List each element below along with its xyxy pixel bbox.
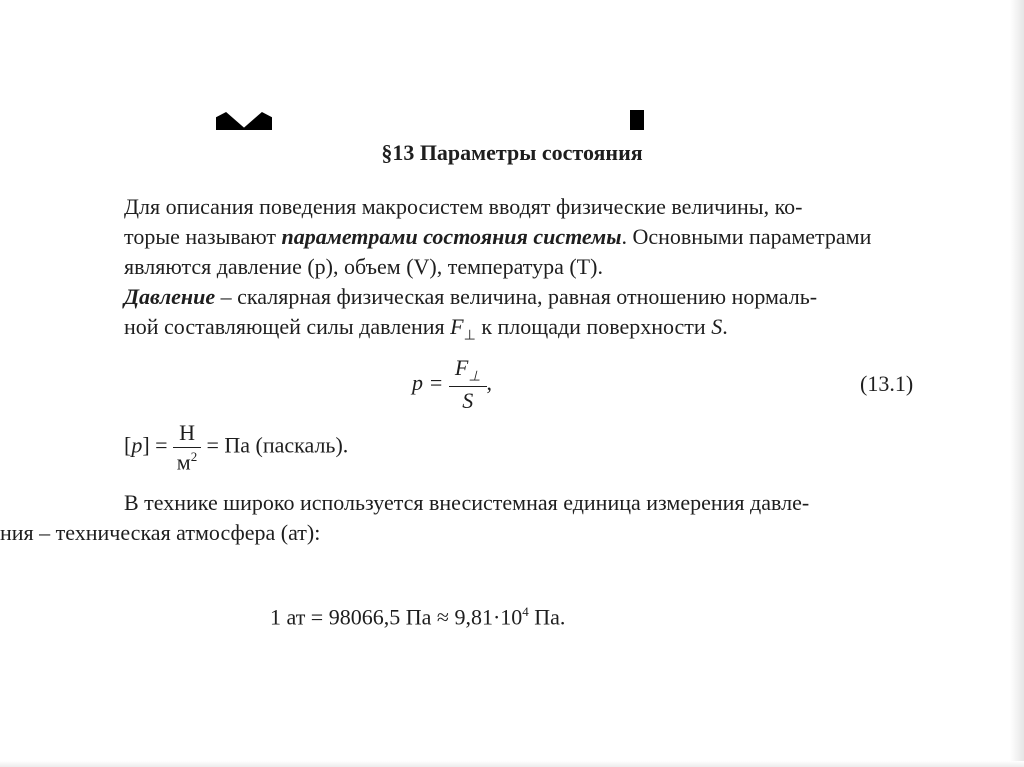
fraction: [449, 355, 487, 414]
formula-unit: [124, 420, 348, 475]
symbol-perp: ⊥: [463, 328, 476, 344]
formula-lhs: p =: [412, 369, 444, 395]
formula-text: 1 ат = 98066,5 Па ≈ 9,81·10: [270, 604, 523, 630]
fraction-denominator: S: [462, 388, 474, 414]
fraction-numerator: Н: [173, 420, 201, 448]
text-line: [124, 312, 930, 342]
text-run: – скалярная физическая величина, равная отношению нормаль-: [215, 284, 818, 309]
fraction-denominator: [173, 448, 201, 475]
text-line: В технике широко используется внесистемная единица измерения давле-: [124, 490, 810, 515]
symbol-area: S: [711, 314, 723, 339]
formula-rhs: = Па (паскаль).: [206, 432, 349, 458]
formula-pressure: [412, 355, 492, 414]
text-line: Для описания поведения макросистем вводят физические величины, ко-: [124, 194, 803, 219]
formula-tail: ,: [486, 369, 493, 395]
formula-lhs: [p] =: [124, 432, 168, 458]
text-line: [124, 282, 930, 312]
obscured-title-glyph: [630, 110, 644, 130]
numerator-subscript: ⊥: [468, 369, 481, 385]
text-line: [124, 222, 930, 252]
text-run: торые называют: [124, 224, 282, 249]
paragraph-parameters-cont: [124, 222, 930, 282]
text-run: ной составляющей силы давления: [124, 314, 451, 339]
formula-text: Па.: [528, 604, 566, 630]
denominator-unit: м: [176, 449, 191, 475]
slide-edge-shadow: [0, 761, 1024, 767]
text-line: ния – техническая атмосфера (ат):: [0, 520, 321, 545]
section-heading: §13 Параметры состояния: [381, 140, 643, 165]
slide-edge-shadow: [1010, 0, 1024, 767]
obscured-slide-title: [212, 104, 662, 130]
obscured-title-glyph: [216, 112, 272, 130]
term-state-parameters: параметрами состояния системы: [281, 224, 622, 249]
text-run: . Основными параметрами: [621, 224, 872, 249]
paragraph-pressure: [124, 282, 930, 342]
numerator-symbol: F: [454, 355, 469, 380]
formula-exponent: 4: [522, 604, 529, 619]
text-run: к площади поверхности: [475, 314, 712, 339]
denominator-exponent: 2: [190, 449, 198, 464]
text-run: .: [722, 314, 728, 339]
symbol-force: F: [450, 314, 464, 339]
equation-number: (13.1): [860, 371, 914, 396]
text-line: являются давление (p), объем (V), температура (T).: [124, 254, 603, 279]
term-pressure: Давление: [124, 284, 216, 309]
fraction-numerator: [449, 355, 487, 387]
paragraph-atmosphere: [0, 488, 930, 548]
fraction: [173, 420, 201, 475]
formula-atmosphere: [270, 604, 565, 630]
